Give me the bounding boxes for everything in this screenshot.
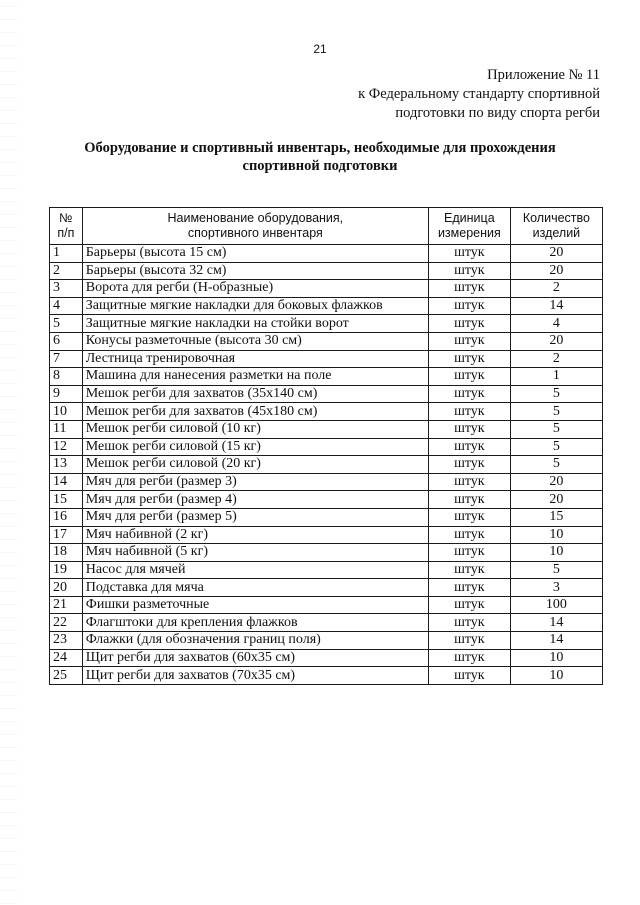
row-name: Мешок регби силовой (20 кг) <box>82 456 428 474</box>
appendix-heading <box>358 66 600 123</box>
row-name: Мешок регби силовой (15 кг) <box>82 438 428 456</box>
row-unit: штук <box>428 632 510 650</box>
row-quantity: 4 <box>510 315 602 333</box>
header-number-line-2: п/п <box>57 226 75 240</box>
row-unit: штук <box>428 649 510 667</box>
row-unit: штук <box>428 579 510 597</box>
title-line-1: Оборудование и спортивный инвентарь, необходимые для прохождения <box>84 140 556 156</box>
row-number: 8 <box>50 368 83 386</box>
row-unit: штук <box>428 508 510 526</box>
row-name: Фишки разметочные <box>82 596 428 614</box>
row-unit: штук <box>428 403 510 421</box>
row-number: 10 <box>50 403 83 421</box>
row-unit: штук <box>428 350 510 368</box>
row-unit: штук <box>428 245 510 263</box>
row-unit: штук <box>428 385 510 403</box>
row-number: 22 <box>50 614 83 632</box>
appendix-line-2: к Федеральному стандарту спортивной <box>358 86 600 102</box>
row-name: Машина для нанесения разметки на поле <box>82 368 428 386</box>
table-row <box>50 262 603 280</box>
table-header-row <box>50 208 603 245</box>
table-row <box>50 368 603 386</box>
table-row <box>50 332 603 350</box>
row-number: 5 <box>50 315 83 333</box>
row-quantity: 5 <box>510 456 602 474</box>
row-number: 20 <box>50 579 83 597</box>
row-number: 11 <box>50 420 83 438</box>
table-row <box>50 491 603 509</box>
equipment-table <box>49 207 603 685</box>
row-unit: штук <box>428 332 510 350</box>
row-quantity: 5 <box>510 385 602 403</box>
row-name: Мяч для регби (размер 4) <box>82 491 428 509</box>
row-unit: штук <box>428 561 510 579</box>
table-row <box>50 596 603 614</box>
row-unit: штук <box>428 491 510 509</box>
row-number: 3 <box>50 280 83 298</box>
row-quantity: 10 <box>510 667 602 685</box>
table-row <box>50 561 603 579</box>
row-number: 17 <box>50 526 83 544</box>
row-name: Защитные мягкие накладки на стойки ворот <box>82 315 428 333</box>
table-row <box>50 420 603 438</box>
row-name: Защитные мягкие накладки для боковых флажков <box>82 297 428 315</box>
row-name: Подставка для мяча <box>82 579 428 597</box>
row-quantity: 20 <box>510 245 602 263</box>
row-quantity: 15 <box>510 508 602 526</box>
header-name <box>82 208 428 245</box>
header-unit-line-1: Единица <box>444 211 495 225</box>
row-quantity: 10 <box>510 649 602 667</box>
appendix-line-1: Приложение № 11 <box>487 67 600 83</box>
row-unit: штук <box>428 438 510 456</box>
row-quantity: 2 <box>510 350 602 368</box>
table-row <box>50 667 603 685</box>
row-quantity: 20 <box>510 332 602 350</box>
row-name: Щит регби для захватов (70x35 см) <box>82 667 428 685</box>
table-row <box>50 280 603 298</box>
row-name: Мешок регби для захватов (35x140 см) <box>82 385 428 403</box>
row-quantity: 10 <box>510 526 602 544</box>
table-row <box>50 579 603 597</box>
header-number-line-1: № <box>59 211 73 225</box>
table-row <box>50 508 603 526</box>
row-quantity: 1 <box>510 368 602 386</box>
row-unit: штук <box>428 456 510 474</box>
row-number: 4 <box>50 297 83 315</box>
row-unit: штук <box>428 280 510 298</box>
row-name: Флажки (для обозначения границ поля) <box>82 632 428 650</box>
table-row <box>50 385 603 403</box>
header-quantity-line-1: Количество <box>522 211 590 225</box>
row-number: 24 <box>50 649 83 667</box>
scan-edge-noise <box>0 0 18 905</box>
table-row <box>50 403 603 421</box>
row-name: Лестница тренировочная <box>82 350 428 368</box>
table-row <box>50 526 603 544</box>
row-name: Мяч для регби (размер 3) <box>82 473 428 491</box>
row-name: Флагштоки для крепления флажков <box>82 614 428 632</box>
appendix-line-3: подготовки по виду спорта регби <box>395 105 600 121</box>
row-unit: штук <box>428 614 510 632</box>
row-unit: штук <box>428 544 510 562</box>
row-quantity: 14 <box>510 614 602 632</box>
row-number: 7 <box>50 350 83 368</box>
row-number: 14 <box>50 473 83 491</box>
header-unit <box>428 208 510 245</box>
row-number: 15 <box>50 491 83 509</box>
row-name: Барьеры (высота 32 см) <box>82 262 428 280</box>
table-row <box>50 245 603 263</box>
row-name: Мяч набивной (2 кг) <box>82 526 428 544</box>
row-number: 9 <box>50 385 83 403</box>
row-number: 2 <box>50 262 83 280</box>
row-quantity: 20 <box>510 491 602 509</box>
row-number: 1 <box>50 245 83 263</box>
row-unit: штук <box>428 526 510 544</box>
row-quantity: 20 <box>510 473 602 491</box>
header-name-line-2: спортивного инвентаря <box>187 226 323 240</box>
row-quantity: 10 <box>510 544 602 562</box>
row-number: 12 <box>50 438 83 456</box>
page-number: 21 <box>313 42 327 56</box>
header-unit-line-2: измерения <box>437 226 501 240</box>
table-row <box>50 632 603 650</box>
row-unit: штук <box>428 297 510 315</box>
row-unit: штук <box>428 262 510 280</box>
row-name: Мяч набивной (5 кг) <box>82 544 428 562</box>
row-name: Насос для мячей <box>82 561 428 579</box>
row-name: Ворота для регби (Н-образные) <box>82 280 428 298</box>
row-number: 18 <box>50 544 83 562</box>
row-quantity: 2 <box>510 280 602 298</box>
row-number: 16 <box>50 508 83 526</box>
table-row <box>50 315 603 333</box>
row-unit: штук <box>428 368 510 386</box>
table-row <box>50 544 603 562</box>
row-name: Мяч для регби (размер 5) <box>82 508 428 526</box>
header-quantity <box>510 208 602 245</box>
header-number <box>50 208 83 245</box>
title-line-2: спортивной подготовки <box>242 158 398 174</box>
row-quantity: 5 <box>510 561 602 579</box>
row-quantity: 3 <box>510 579 602 597</box>
row-number: 19 <box>50 561 83 579</box>
table-row <box>50 473 603 491</box>
table-row <box>50 614 603 632</box>
row-unit: штук <box>428 315 510 333</box>
document-title <box>60 139 580 175</box>
row-name: Конусы разметочные (высота 30 см) <box>82 332 428 350</box>
row-quantity: 14 <box>510 297 602 315</box>
table-header <box>50 208 603 245</box>
row-number: 6 <box>50 332 83 350</box>
row-quantity: 5 <box>510 403 602 421</box>
table-row <box>50 456 603 474</box>
table-body <box>50 245 603 685</box>
row-name: Мешок регби для захватов (45x180 см) <box>82 403 428 421</box>
table-row <box>50 350 603 368</box>
row-number: 23 <box>50 632 83 650</box>
row-name: Барьеры (высота 15 см) <box>82 245 428 263</box>
row-number: 13 <box>50 456 83 474</box>
row-quantity: 5 <box>510 438 602 456</box>
row-quantity: 20 <box>510 262 602 280</box>
row-unit: штук <box>428 667 510 685</box>
table-row <box>50 649 603 667</box>
row-quantity: 14 <box>510 632 602 650</box>
row-quantity: 100 <box>510 596 602 614</box>
row-quantity: 5 <box>510 420 602 438</box>
header-quantity-line-2: изделий <box>532 226 581 240</box>
row-name: Мешок регби силовой (10 кг) <box>82 420 428 438</box>
table-row <box>50 438 603 456</box>
row-name: Щит регби для захватов (60x35 см) <box>82 649 428 667</box>
header-name-line-1: Наименование оборудования, <box>167 211 344 225</box>
row-unit: штук <box>428 473 510 491</box>
row-unit: штук <box>428 596 510 614</box>
row-unit: штук <box>428 420 510 438</box>
table-row <box>50 297 603 315</box>
row-number: 25 <box>50 667 83 685</box>
row-number: 21 <box>50 596 83 614</box>
